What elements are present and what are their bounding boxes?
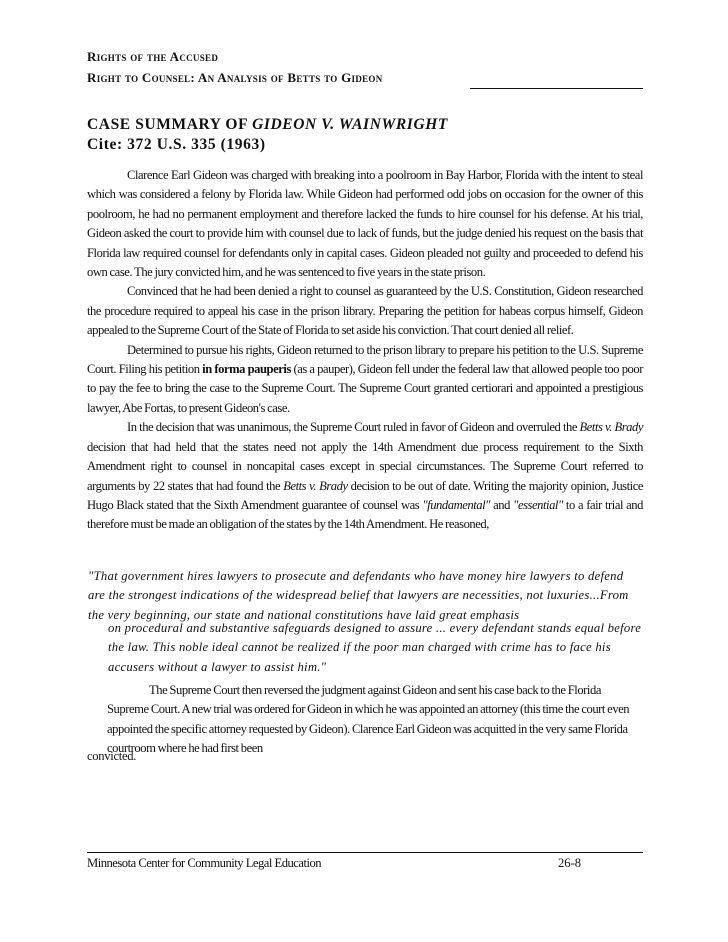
in-forma-pauperis: in forma pauperis — [202, 362, 291, 377]
case-title-name: GIDEON V. WAINWRIGHT — [252, 116, 448, 133]
page-number: 26-8 — [558, 856, 582, 870]
footer-rule — [87, 852, 643, 853]
petition-text-a: Determined to pursue his rights, Gideon returned to the prison library to prepare his petition to the U.S. Supreme Court. Filing his petition — [87, 342, 643, 377]
header-rule — [470, 88, 643, 89]
case-title-prefix: CASE SUMMARY OF — [87, 116, 253, 133]
term-fundamental: "fundamental" — [422, 497, 491, 512]
decision-text-a: In the decision that was unanimous, the Supreme Court ruled in favor of Gideon and overruled the — [127, 420, 580, 435]
block-quote-part1: "That government hires lawyers to prosecute and defendants who have money hire lawyers to defend are the strongest indications of the widespread belief that lawyers are necessities, not luxuries...From the very beginning, our state and national constitutions have laid great emphasis — [88, 569, 629, 622]
running-header-line2 — [87, 70, 383, 86]
decision-text-e: decision to be out of date. Writing the majority opinion, Justice Hugo Black stated that the Sixth Amendment guarantee of counsel was — [87, 478, 643, 512]
paragraph-decision — [87, 418, 643, 534]
case-name-betts-2: Betts v. Brady — [283, 478, 348, 493]
decision-text-g: and — [490, 497, 514, 512]
paragraph-petition — [87, 341, 643, 419]
block-quote-part2: on procedural and substantive safeguards designed to assure ... every defendant stands equal before the law. This noble ideal cannot be realized if the poor man charged with crime has to face his accusers without a lawyer to assist him." — [108, 621, 642, 674]
term-essential: "essential" — [513, 497, 563, 512]
case-cite: Cite: 372 U.S. 335 (1963) — [87, 136, 266, 153]
petition-text-c: (as a pauper), Gideon fell under the federal law that allowed people too poor to pay the fee to bring the case to the Supreme Court. The Supreme Court granted certiorari and appointed a prestigious lawyer, Abe Fortas, to present Gideon's case. — [87, 362, 643, 415]
footer-organization: Minnesota Center for Community Legal Education — [87, 856, 322, 870]
outcome-text: The Supreme Court then reversed the judgment against Gideon and sent his case back to the Florida Supreme Court. A new trial was ordered for Gideon in which he was appointed an attorney (this time the court even appointed the specific attorney requested by Gideon). Clarence Earl Gideon was acquitted in the very same Florida courtroom where he had first been — [107, 683, 630, 756]
paragraph-outcome — [107, 681, 643, 759]
outcome-tail: convicted. — [87, 749, 137, 763]
decision-text-i: to a fair trial and therefore must be made an obligation of the states by the 14th Amendment. He reasoned, — [87, 497, 643, 532]
paragraph-appeal: Convinced that he had been denied a right to counsel as guaranteed by the U.S. Constitution, Gideon researched the procedure required to appeal his case in the prison library. Preparing the petition for habeas corpus himself, Gideon appealed to the Supreme Court of the State of Florida to set aside his conviction. That court denied all relief. — [87, 284, 643, 338]
paragraph-facts: Clarence Earl Gideon was charged with breaking into a poolroom in Bay Harbor, Florida with the intent to steal which was considered a felony by Florida law. While Gideon had performed odd jobs on occasion for the owner of this poolroom, he had no permanent employment and therefore lacked the funds to hire counsel for his defense. At his trial, Gideon asked the court to provide him with counsel due to lack of funds, but the judge denied his request on the basis that Florida law required counsel for defendants only in capital cases. Gideon pleaded not guilty and proceeded to defend his own case. The jury convicted him, and he was sentenced to five years in the state prison. — [87, 168, 643, 280]
case-name-betts-1: Betts v. Brady — [579, 420, 644, 435]
running-header-line1: Rights of the Accused — [87, 49, 219, 64]
body-text — [87, 166, 643, 535]
case-title — [87, 116, 448, 134]
running-header-line2-text: Right to Counsel: An Analysis of Betts to Gideon — [87, 70, 383, 85]
decision-text-c: decision that had held that the states need not apply the 14th Amendment due process requirement to the Sixth Amendment right to counsel in noncapital cases except in special circumstances. The Supreme Court referred to arguments by 22 states that had found the — [87, 439, 643, 493]
